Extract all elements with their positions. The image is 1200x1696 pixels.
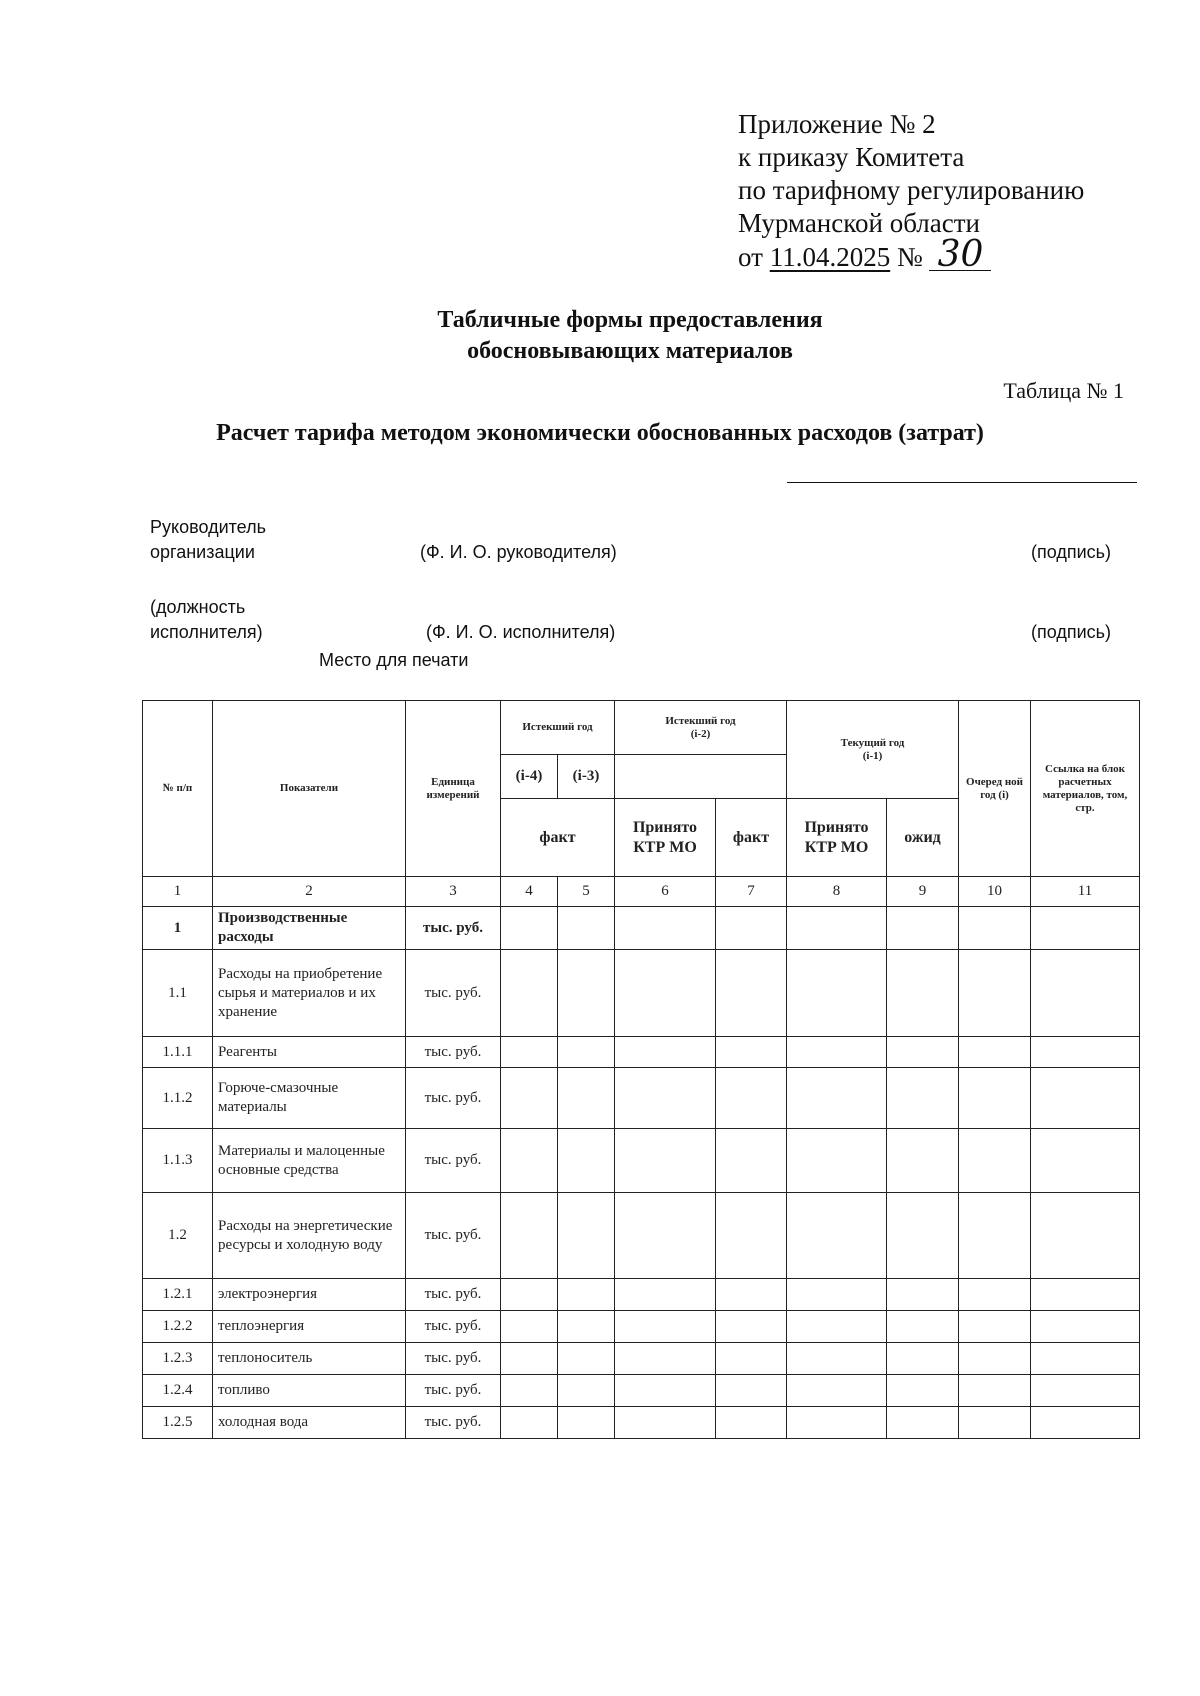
row-unit: тыс. руб. bbox=[406, 1279, 501, 1311]
row-indicator: электроэнергия bbox=[213, 1279, 406, 1311]
value-cell bbox=[787, 1343, 887, 1375]
tariff-calculation-table bbox=[142, 700, 1140, 1439]
header-expected: ожид bbox=[887, 799, 959, 877]
value-cell bbox=[716, 1375, 787, 1407]
value-cell bbox=[1031, 907, 1140, 950]
value-cell bbox=[1031, 1193, 1140, 1279]
row-unit: тыс. руб. bbox=[406, 1343, 501, 1375]
header-reference: Ссылка на блок расчетных материалов, том, стр. bbox=[1031, 701, 1140, 877]
row-unit: тыс. руб. bbox=[406, 1129, 501, 1193]
value-cell bbox=[716, 1129, 787, 1193]
row-number: 1.1.1 bbox=[143, 1037, 213, 1068]
value-cell bbox=[716, 1193, 787, 1279]
column-number: 11 bbox=[1031, 877, 1140, 907]
row-indicator: Реагенты bbox=[213, 1037, 406, 1068]
row-number: 1.2 bbox=[143, 1193, 213, 1279]
value-cell bbox=[615, 1129, 716, 1193]
value-cell bbox=[501, 1129, 558, 1193]
column-number: 8 bbox=[787, 877, 887, 907]
value-cell bbox=[615, 907, 716, 950]
value-cell bbox=[887, 1068, 959, 1129]
header-current-year bbox=[787, 701, 959, 799]
value-cell bbox=[1031, 1343, 1140, 1375]
row-unit: тыс. руб. bbox=[406, 1311, 501, 1343]
table-row bbox=[143, 907, 1140, 950]
value-cell bbox=[615, 1343, 716, 1375]
value-cell bbox=[787, 1193, 887, 1279]
value-cell bbox=[716, 907, 787, 950]
row-unit: тыс. руб. bbox=[406, 1037, 501, 1068]
row-indicator: топливо bbox=[213, 1375, 406, 1407]
table-row bbox=[143, 1193, 1140, 1279]
value-cell bbox=[716, 1068, 787, 1129]
row-number: 1.1 bbox=[143, 950, 213, 1037]
column-number: 10 bbox=[959, 877, 1031, 907]
header-empty-cell bbox=[615, 755, 787, 799]
value-cell bbox=[558, 1037, 615, 1068]
value-cell bbox=[558, 1311, 615, 1343]
head-name-caption: (Ф. И. О. руководителя) bbox=[420, 542, 617, 562]
value-cell bbox=[1031, 1037, 1140, 1068]
value-cell bbox=[887, 950, 959, 1037]
column-number: 7 bbox=[716, 877, 787, 907]
value-cell bbox=[558, 1193, 615, 1279]
table-row bbox=[143, 1129, 1140, 1193]
row-indicator: теплоноситель bbox=[213, 1343, 406, 1375]
column-number: 1 bbox=[143, 877, 213, 907]
appendix-line-4: Мурманской области bbox=[738, 208, 980, 238]
table-row bbox=[143, 1279, 1140, 1311]
value-cell bbox=[959, 1129, 1031, 1193]
header-past-year-i2 bbox=[615, 701, 787, 755]
row-number: 1.2.2 bbox=[143, 1311, 213, 1343]
header-fact-2: факт bbox=[716, 799, 787, 877]
column-number: 4 bbox=[501, 877, 558, 907]
column-number: 3 bbox=[406, 877, 501, 907]
value-cell bbox=[501, 1037, 558, 1068]
value-cell bbox=[558, 1375, 615, 1407]
order-date-prefix: от bbox=[738, 242, 763, 272]
row-indicator: Производственные расходы bbox=[213, 907, 406, 950]
row-number: 1 bbox=[143, 907, 213, 950]
appendix-order-line bbox=[738, 234, 1084, 275]
column-number: 9 bbox=[887, 877, 959, 907]
column-number: 2 bbox=[213, 877, 406, 907]
stamp-place-caption: Место для печати bbox=[319, 650, 469, 670]
value-cell bbox=[787, 950, 887, 1037]
row-indicator: Материалы и малоценные основные средства bbox=[213, 1129, 406, 1193]
value-cell bbox=[787, 1279, 887, 1311]
value-cell bbox=[1031, 950, 1140, 1037]
head-label-line-2: организации bbox=[150, 542, 255, 562]
value-cell bbox=[615, 1407, 716, 1439]
value-cell bbox=[1031, 1375, 1140, 1407]
row-unit: тыс. руб. bbox=[406, 950, 501, 1037]
row-number: 1.2.4 bbox=[143, 1375, 213, 1407]
value-cell bbox=[959, 1279, 1031, 1311]
value-cell bbox=[716, 1279, 787, 1311]
value-cell bbox=[959, 1193, 1031, 1279]
value-cell bbox=[558, 950, 615, 1037]
value-cell bbox=[615, 1068, 716, 1129]
row-unit: тыс. руб. bbox=[406, 907, 501, 950]
row-number: 1.2.1 bbox=[143, 1279, 213, 1311]
table-row bbox=[143, 1037, 1140, 1068]
value-cell bbox=[501, 1279, 558, 1311]
table-row bbox=[143, 1375, 1140, 1407]
row-unit: тыс. руб. bbox=[406, 1068, 501, 1129]
value-cell bbox=[501, 907, 558, 950]
value-cell bbox=[716, 1311, 787, 1343]
value-cell bbox=[959, 1407, 1031, 1439]
value-cell bbox=[501, 1193, 558, 1279]
head-label bbox=[150, 515, 266, 565]
value-cell bbox=[558, 1343, 615, 1375]
order-number-handwritten: 30 bbox=[929, 240, 991, 271]
row-indicator: холодная вода bbox=[213, 1407, 406, 1439]
header-i4: (i-4) bbox=[501, 755, 558, 799]
header-past-year-i2-index: (i-2) bbox=[690, 727, 711, 740]
row-indicator: Расходы на приобретение сырья и материалов и их хранение bbox=[213, 950, 406, 1037]
order-date: 11.04.2025 bbox=[769, 242, 891, 272]
header-row-1 bbox=[143, 701, 1140, 755]
header-current-year-label: Текущий год bbox=[840, 736, 905, 749]
value-cell bbox=[1031, 1407, 1140, 1439]
value-cell bbox=[1031, 1311, 1140, 1343]
table-row bbox=[143, 1068, 1140, 1129]
value-cell bbox=[558, 1407, 615, 1439]
value-cell bbox=[887, 1193, 959, 1279]
row-indicator: Расходы на энергетические ресурсы и холодную воду bbox=[213, 1193, 406, 1279]
table-row bbox=[143, 1407, 1140, 1439]
value-cell bbox=[1031, 1129, 1140, 1193]
header-past-year: Истекший год bbox=[501, 701, 615, 755]
organization-name-line bbox=[787, 482, 1137, 483]
table-row bbox=[143, 1311, 1140, 1343]
column-number: 5 bbox=[558, 877, 615, 907]
value-cell bbox=[787, 1311, 887, 1343]
value-cell bbox=[558, 1129, 615, 1193]
value-cell bbox=[787, 1375, 887, 1407]
header-unit: Единица измерений bbox=[406, 701, 501, 877]
executor-name-caption: (Ф. И. О. исполнителя) bbox=[426, 622, 616, 642]
value-cell bbox=[787, 1407, 887, 1439]
value-cell bbox=[716, 1407, 787, 1439]
value-cell bbox=[959, 1068, 1031, 1129]
value-cell bbox=[1031, 1068, 1140, 1129]
row-unit: тыс. руб. bbox=[406, 1407, 501, 1439]
appendix-line-1: Приложение № 2 bbox=[738, 109, 936, 139]
value-cell bbox=[787, 1068, 887, 1129]
appendix-line-2: к приказу Комитета bbox=[738, 142, 965, 172]
executor-label bbox=[150, 595, 263, 645]
order-number-sign: № bbox=[896, 242, 923, 272]
value-cell bbox=[959, 1375, 1031, 1407]
value-cell bbox=[501, 950, 558, 1037]
row-number: 1.2.5 bbox=[143, 1407, 213, 1439]
value-cell bbox=[615, 1037, 716, 1068]
header-indicator: Показатели bbox=[213, 701, 406, 877]
value-cell bbox=[787, 1129, 887, 1193]
table-row bbox=[143, 950, 1140, 1037]
table-number: Таблица № 1 bbox=[1003, 378, 1124, 403]
value-cell bbox=[501, 1375, 558, 1407]
value-cell bbox=[558, 1068, 615, 1129]
value-cell bbox=[615, 1279, 716, 1311]
header-past-year-i2-label: Истекший год bbox=[665, 714, 736, 727]
header-no: № п/п bbox=[143, 701, 213, 877]
value-cell bbox=[959, 950, 1031, 1037]
executor-signature-caption: (подпись) bbox=[1031, 622, 1112, 642]
document-title-line-2: обосновывающих материалов bbox=[467, 338, 793, 364]
value-cell bbox=[887, 1343, 959, 1375]
column-number: 6 bbox=[615, 877, 716, 907]
value-cell bbox=[959, 1343, 1031, 1375]
row-number: 1.1.2 bbox=[143, 1068, 213, 1129]
executor-label-line-2: исполнителя) bbox=[150, 622, 263, 642]
document-title-line-1: Табличные формы предоставления bbox=[437, 307, 823, 333]
appendix-line-3: по тарифному регулированию bbox=[738, 175, 1085, 205]
header-accepted: Принято КТР МО bbox=[615, 799, 716, 877]
value-cell bbox=[787, 1037, 887, 1068]
value-cell bbox=[959, 907, 1031, 950]
value-cell bbox=[1031, 1279, 1140, 1311]
value-cell bbox=[558, 1279, 615, 1311]
head-signature-caption: (подпись) bbox=[1031, 542, 1112, 562]
row-unit: тыс. руб. bbox=[406, 1375, 501, 1407]
value-cell bbox=[787, 907, 887, 950]
header-current-year-index: (i-1) bbox=[862, 749, 883, 762]
header-i3: (i-3) bbox=[558, 755, 615, 799]
value-cell bbox=[501, 1068, 558, 1129]
row-indicator: теплоэнергия bbox=[213, 1311, 406, 1343]
header-accepted-2: Принято КТР МО bbox=[787, 799, 887, 877]
value-cell bbox=[716, 950, 787, 1037]
appendix-header bbox=[738, 108, 1084, 274]
value-cell bbox=[887, 1375, 959, 1407]
value-cell bbox=[615, 1375, 716, 1407]
value-cell bbox=[501, 1407, 558, 1439]
document-title bbox=[380, 305, 880, 367]
value-cell bbox=[887, 1037, 959, 1068]
value-cell bbox=[615, 1311, 716, 1343]
row-unit: тыс. руб. bbox=[406, 1193, 501, 1279]
value-cell bbox=[716, 1037, 787, 1068]
value-cell bbox=[501, 1311, 558, 1343]
value-cell bbox=[615, 1193, 716, 1279]
executor-label-line-1: (должность bbox=[150, 597, 246, 617]
value-cell bbox=[558, 907, 615, 950]
value-cell bbox=[615, 950, 716, 1037]
head-label-line-1: Руководитель bbox=[150, 517, 266, 537]
column-number-row bbox=[143, 877, 1140, 907]
value-cell bbox=[959, 1311, 1031, 1343]
value-cell bbox=[887, 1407, 959, 1439]
value-cell bbox=[716, 1343, 787, 1375]
row-number: 1.2.3 bbox=[143, 1343, 213, 1375]
row-indicator: Горюче-смазочные материалы bbox=[213, 1068, 406, 1129]
value-cell bbox=[887, 1279, 959, 1311]
table-row bbox=[143, 1343, 1140, 1375]
value-cell bbox=[887, 907, 959, 950]
value-cell bbox=[887, 1129, 959, 1193]
value-cell bbox=[959, 1037, 1031, 1068]
value-cell bbox=[501, 1343, 558, 1375]
row-number: 1.1.3 bbox=[143, 1129, 213, 1193]
header-fact: факт bbox=[501, 799, 615, 877]
value-cell bbox=[887, 1311, 959, 1343]
header-next-year: Очеред ной год (i) bbox=[959, 701, 1031, 877]
table-title: Расчет тарифа методом экономически обоснованных расходов (затрат) bbox=[216, 420, 984, 446]
